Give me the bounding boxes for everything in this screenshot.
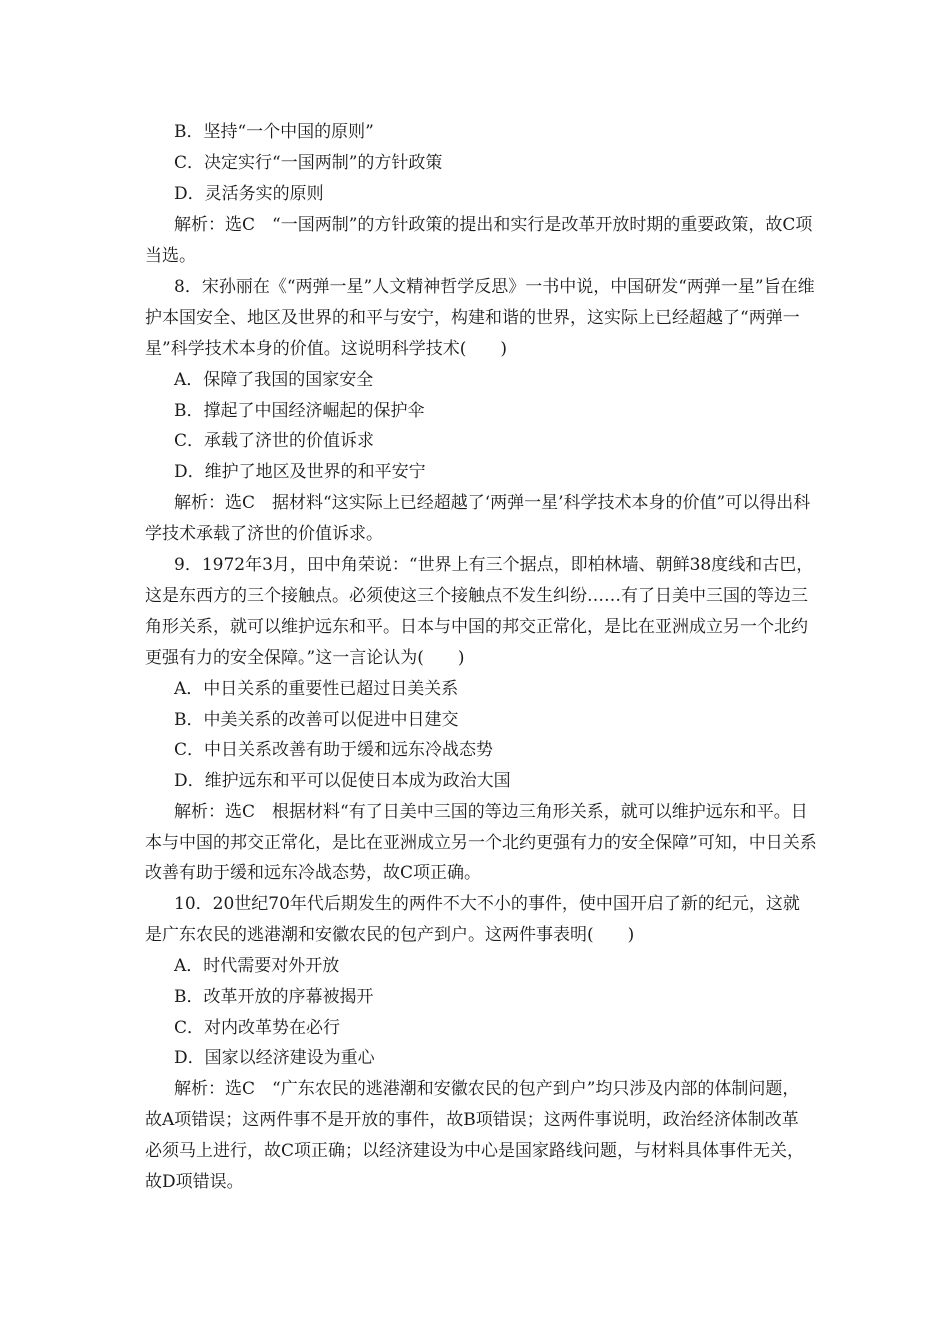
- q9-stem-line-2: 这是东西方的三个接触点。必须使这三个接触点不发生纠纷……有了日美中三国的等边三: [145, 586, 808, 606]
- q9-stem-line-3: 角形关系，就可以维护远东和平。日本与中国的邦交正常化，是比在亚洲成立另一个北约: [145, 617, 808, 637]
- q7-option-d: D．灵活务实的原则: [174, 184, 324, 204]
- q9-option-a: A．中日关系的重要性已超过日美关系: [174, 679, 459, 699]
- q7-option-b: B．坚持“一个中国的原则”: [174, 122, 374, 142]
- q10-stem-line-2: 是广东农民的逃港潮和安徽农民的包产到户。这两件事表明( ): [145, 925, 635, 945]
- q10-option-c: C．对内改革势在必行: [174, 1018, 341, 1038]
- q10-option-d: D．国家以经济建设为重心: [174, 1048, 375, 1068]
- q9-option-d: D．维护远东和平可以促使日本成为政治大国: [174, 771, 511, 791]
- q8-option-c: C．承载了济世的价值诉求: [174, 431, 375, 451]
- q8-analysis-line-1: 解析：选C 据材料“这实际上已经超越了‘两弹一星’科学技术本身的价值”可以得出科: [174, 493, 811, 513]
- q9-analysis-line-1: 解析：选C 根据材料“有了日美中三国的等边三角形关系，就可以维护远东和平。日: [174, 802, 808, 822]
- q8-option-a: A．保障了我国的国家安全: [174, 370, 374, 390]
- q8-stem-line-1: 8．宋孙丽在《“两弹一星”人文精神哲学反思》一书中说，中国研发“两弹一星”旨在维: [174, 277, 815, 297]
- q8-stem-line-3: 星”科学技术本身的价值。这说明科学技术( ): [145, 339, 507, 359]
- q7-analysis-line-2: 当选。: [145, 246, 196, 266]
- q9-analysis-line-3: 改善有助于缓和远东冷战态势，故C项正确。: [145, 863, 482, 883]
- q10-analysis-line-2: 故A项错误；这两件事不是开放的事件，故B项错误；这两件事说明，政治经济体制改革: [145, 1110, 799, 1130]
- q10-stem-line-1: 10．20世纪70年代后期发生的两件不大不小的事件，使中国开启了新的纪元，这就: [174, 894, 800, 914]
- q8-option-d: D．维护了地区及世界的和平安宁: [174, 462, 426, 482]
- q8-option-b: B．撑起了中国经济崛起的保护伞: [174, 401, 425, 421]
- q9-stem-line-4: 更强有力的安全保障。”这一言论认为( ): [145, 648, 465, 668]
- q9-option-b: B．中美关系的改善可以促进中日建交: [174, 710, 459, 730]
- q8-analysis-line-2: 学技术承载了济世的价值诉求。: [145, 524, 383, 544]
- q7-analysis-line-1: 解析：选C “一国两制”的方针政策的提出和实行是改革开放时期的重要政策，故C项: [174, 215, 813, 235]
- q10-option-a: A．时代需要对外开放: [174, 956, 340, 976]
- q10-analysis-line-1: 解析：选C “广东农民的逃港潮和安徽农民的包产到户”均只涉及内部的体制问题，: [174, 1079, 800, 1099]
- q7-option-c: C．决定实行“一国两制”的方针政策: [174, 153, 443, 173]
- q9-option-c: C．中日关系改善有助于缓和远东冷战态势: [174, 740, 494, 760]
- q10-analysis-line-4: 故D项错误。: [145, 1172, 244, 1192]
- q9-stem-line-1: 9．1972年3月，田中角荣说：“世界上有三个据点，即柏林墙、朝鲜38度线和古巴，: [174, 555, 814, 575]
- q10-analysis-line-3: 必须马上进行，故C项正确；以经济建设为中心是国家路线问题，与材料具体事件无关，: [145, 1141, 805, 1161]
- q10-option-b: B．改革开放的序幕被揭开: [174, 987, 374, 1007]
- q8-stem-line-2: 护本国安全、地区及世界的和平与安宁，构建和谐的世界，这实际上已经超越了“两弹一: [145, 308, 800, 328]
- q9-analysis-line-2: 本与中国的邦交正常化，是比在亚洲成立另一个北约更强有力的安全保障”可知，中日关系: [145, 833, 817, 853]
